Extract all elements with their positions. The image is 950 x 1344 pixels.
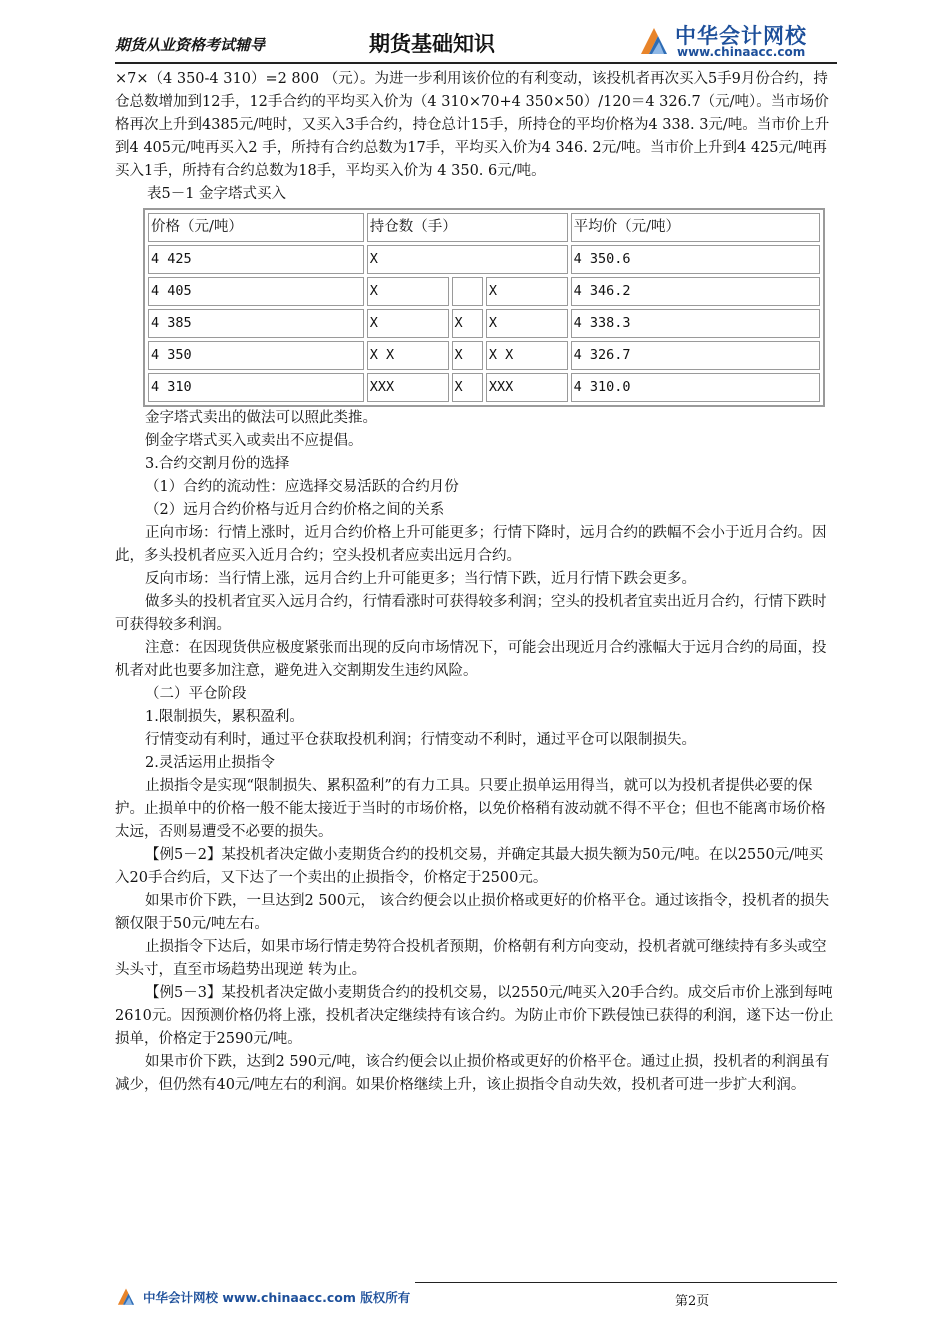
section-heading: 1.限制损失，累积盈利。 [145,709,304,725]
paragraph: 止损指令下达后，如果市场行情走势符合投机者预期，价格朝有利方向变动，投机者就可继续持有多头或空头头寸，直至市场趋势出现逆 转为止。 [115,939,827,978]
paragraph: 注意：在因现货供应极度紧张而出现的反向市场情况下，可能会出现近月合约涨幅大于远月合约的局面，投机者对此也要多加注意，避免进入交割期发生违约风险。 [115,640,827,679]
section-heading: （二）平仓阶段 [145,686,247,702]
cell-position-right: XXX [486,373,568,402]
table-row [148,245,820,274]
cell-position-mid [452,277,483,306]
cell-position-mid: X [452,309,483,338]
paragraph: 止损指令是实现“限制损失、累积盈利”的有力工具。只要止损单运用得当，就可以为投机者提供必要的保护。止损单中的价格一般不能太接近于当时的市场价格，以免价格稍有波动就不得不平仓；但也不能离市场价格太远，否则易遭受不必要的损失。 [115,778,826,840]
cell-price: 4 350 [148,341,364,370]
example-paragraph: 【例5－3】某投机者决定做小麦期货合约的投机交易，以2550元/吨买入20手合约。成交后市价上涨到每吨2610元。因预测价格仍将上涨，投机者决定继续持有该合约。为防止市价下跌侵蚀已获得的利润，遂下达一份止损单，价格定于2590元/吨。 [115,985,834,1047]
cell-position-left: X [367,309,449,338]
header-divider [115,62,837,64]
paragraph: 行情变动有利时，通过平仓获取投机利润；行情变动不利时，通过平仓可以限制损失。 [145,732,696,748]
paragraph: 如果市价下跌，达到2 590元/吨，该合约便会以止损价格或更好的价格平仓。通过止损，投机者的利润虽有减少，但仍然有40元/吨左右的利润。如果价格继续上升，该止损指令自动失效，投机者可进一步扩大利润。 [115,1054,830,1093]
cell-price: 4 425 [148,245,364,274]
cell-position-left: XXX [367,373,449,402]
cell-position: X [367,245,568,274]
cell-position-mid: X [452,373,483,402]
site-logo[interactable] [637,20,837,60]
page-footer [115,1278,837,1308]
header-series-title: 期货从业资格考试辅导 [115,36,266,54]
logo-url[interactable]: www.chinaacc.com [677,45,806,59]
cell-position-right: X [486,309,568,338]
header-price: 价格（元/吨） [148,213,364,242]
cell-price: 4 385 [148,309,364,338]
footer-copyright[interactable]: 中华会计网校 www.chinaacc.com 版权所有 [143,1290,411,1305]
cell-position-left: X X [367,341,449,370]
cell-average: 4 350.6 [571,245,820,274]
table-row [148,309,820,338]
cell-price: 4 405 [148,277,364,306]
paragraph: 如果市价下跌，一旦达到2 500元， 该合约便会以止损价格或更好的价格平仓。通过该指令，投机者的损失额仅限于50元/吨左右。 [115,893,830,932]
section-heading: 3.合约交割月份的选择 [145,456,290,472]
cell-position-right: X [486,277,568,306]
triangle-logo-icon [115,1286,137,1306]
pyramid-buy-table [143,208,825,407]
header-position: 持仓数（手） [367,213,568,242]
paragraph: （2）远月合约价格与近月合约价格之间的关系 [145,502,445,518]
table-row [148,373,820,402]
cell-position-mid: X [452,341,483,370]
page-header [115,18,837,62]
header-subject-title: 期货基础知识 [369,31,495,56]
paragraph: 反向市场：当行情上涨，远月合约上升可能更多；当行情下跌，近月行情下跌会更多。 [145,571,696,587]
table-row [148,341,820,370]
paragraph: ×7×（4 350-4 310）=2 800 （元）。为进一步利用该价位的有利变动，该投机者再次买入5手9月份合约，持仓总数增加到12手，12手合约的平均买入价为（4 310×70+4 350×50）/120＝4 326.7（元/吨）。当市场价格再次上升到4385元/吨时，又买入3手合约，持仓总计15手，所持仓的平均价格为4 338. 3元/吨。当市价上升到4 405元/吨再买入2 手，所持有合约总数为17手，平均买入价为4 346. 2元/吨。当市价上升到4 425元/吨再买入1手，所持有合约总数为18手，平均买入价为 4 350. 6元/吨。 [115,71,830,179]
paragraph: 正向市场：行情上涨时，近月合约价格上升可能更多；行情下降时，远月合约的跌幅不会小于近月合约。因此，多头投机者应买入近月合约；空头投机者应卖出远月合约。 [115,525,827,564]
paragraph: 做多头的投机者宜买入远月合约，行情看涨时可获得较多利润；空头的投机者宜卖出近月合约，行情下跌时可获得较多利润。 [115,594,827,633]
section-heading: 2.灵活运用止损指令 [145,755,275,771]
table-row [148,277,820,306]
table-caption: 表5－1 金字塔式买入 [147,186,287,202]
triangle-logo-icon [637,24,671,56]
paragraph: （1）合约的流动性：应选择交易活跃的合约月份 [145,479,459,495]
header-average: 平均价（元/吨） [571,213,820,242]
footer-divider [415,1282,837,1283]
example-paragraph: 【例5－2】某投机者决定做小麦期货合约的投机交易，并确定其最大损失额为50元/吨。在以2550元/吨买入20手合约后，又下达了一个卖出的止损指令，价格定于2500元。 [115,847,824,886]
logo-text: 中华会计网校 [675,24,807,48]
document-body [115,68,837,1097]
cell-average: 4 346.2 [571,277,820,306]
cell-price: 4 310 [148,373,364,402]
paragraph: 金字塔式卖出的做法可以照此类推。 [145,410,377,426]
paragraph: 倒金字塔式买入或卖出不应提倡。 [145,433,363,449]
cell-position-right: X X [486,341,568,370]
cell-average: 4 326.7 [571,341,820,370]
cell-average: 4 338.3 [571,309,820,338]
cell-position-left: X [367,277,449,306]
cell-average: 4 310.0 [571,373,820,402]
page-number: 第2页 [675,1294,710,1309]
table-header-row [148,213,820,242]
